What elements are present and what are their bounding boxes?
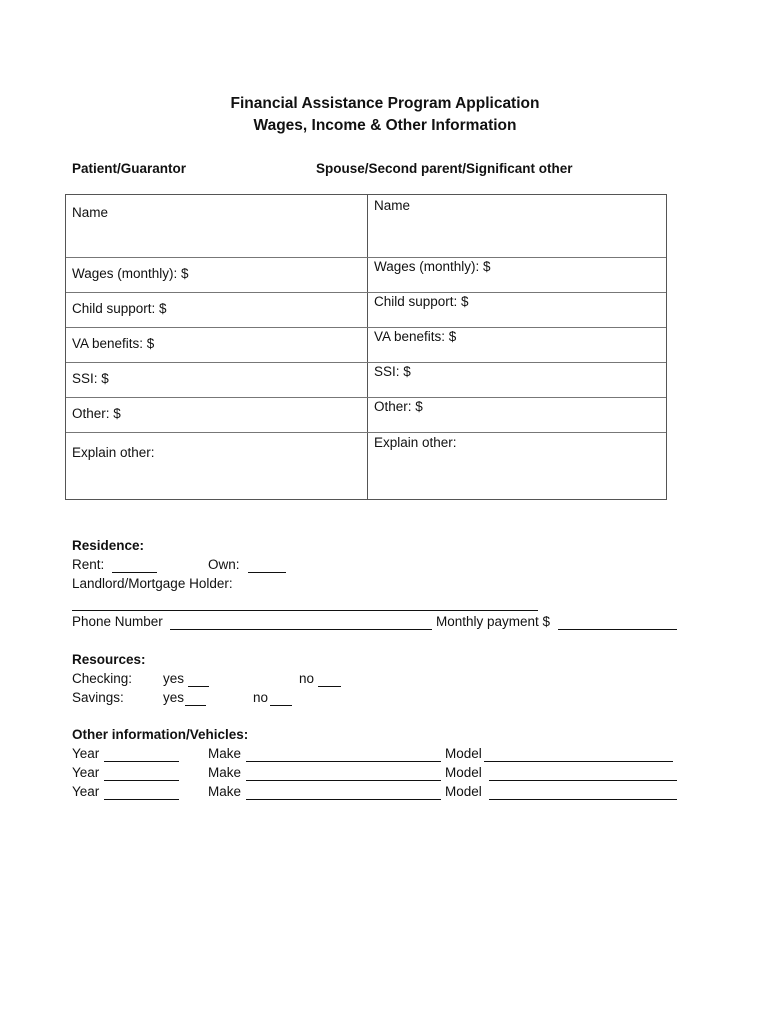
checking-yes-field[interactable] <box>188 686 209 687</box>
model-field[interactable] <box>489 780 677 781</box>
year-field[interactable] <box>104 780 179 781</box>
make-label: Make <box>208 765 242 780</box>
patient-name-field[interactable]: Name <box>72 205 109 220</box>
spouse-name-field[interactable]: Name <box>374 198 411 213</box>
checking-yes-label: yes <box>163 671 185 686</box>
make-field[interactable] <box>246 780 441 781</box>
spouse-ssi-field[interactable]: SSI: $ <box>374 364 411 379</box>
spouse-child-support-field[interactable]: Child support: $ <box>374 294 469 309</box>
model-field[interactable] <box>489 799 677 800</box>
patient-ssi-field[interactable]: SSI: $ <box>72 371 109 386</box>
row-line <box>66 257 666 258</box>
year-field[interactable] <box>104 799 179 800</box>
vehicles-heading: Other information/Vehicles: <box>72 727 249 742</box>
savings-no-field[interactable] <box>270 705 292 706</box>
year-field[interactable] <box>104 761 179 762</box>
make-label: Make <box>208 784 242 799</box>
patient-other-field[interactable]: Other: $ <box>72 406 121 421</box>
patient-wages-field[interactable]: Wages (monthly): $ <box>72 266 189 281</box>
form-title-line1: Financial Assistance Program Application <box>230 95 540 112</box>
model-field[interactable] <box>484 761 673 762</box>
own-label: Own: <box>208 557 240 572</box>
row-line <box>66 362 666 363</box>
phone-number-label: Phone Number <box>72 614 163 629</box>
row-line <box>66 292 666 293</box>
spouse-explain-other-field[interactable]: Explain other: <box>374 435 457 450</box>
make-field[interactable] <box>246 799 441 800</box>
spouse-other-field[interactable]: Other: $ <box>374 399 423 414</box>
landlord-label: Landlord/Mortgage Holder: <box>72 576 233 591</box>
resources-heading: Resources: <box>72 652 146 667</box>
form-title-line2: Wages, Income & Other Information <box>253 117 517 134</box>
spouse-va-benefits-field[interactable]: VA benefits: $ <box>374 329 457 344</box>
own-field[interactable] <box>248 572 286 573</box>
model-label: Model <box>445 746 482 761</box>
make-label: Make <box>208 746 242 761</box>
year-label: Year <box>72 765 100 780</box>
spouse-wages-field[interactable]: Wages (monthly): $ <box>374 259 491 274</box>
checking-no-field[interactable] <box>318 686 341 687</box>
patient-va-benefits-field[interactable]: VA benefits: $ <box>72 336 155 351</box>
model-label: Model <box>445 784 482 799</box>
monthly-payment-field[interactable] <box>558 629 677 630</box>
savings-label: Savings: <box>72 690 124 705</box>
income-table <box>65 194 667 500</box>
savings-yes-field[interactable] <box>185 705 206 706</box>
patient-explain-other-field[interactable]: Explain other: <box>72 445 155 460</box>
column-header-spouse: Spouse/Second parent/Significant other <box>316 161 573 176</box>
phone-number-field[interactable] <box>170 629 432 630</box>
checking-label: Checking: <box>72 671 133 686</box>
landlord-field[interactable] <box>72 610 538 611</box>
table-divider <box>367 195 368 499</box>
residence-heading: Residence: <box>72 538 145 553</box>
year-label: Year <box>72 746 100 761</box>
row-line <box>66 432 666 433</box>
column-header-patient: Patient/Guarantor <box>72 161 187 176</box>
rent-label: Rent: <box>72 557 105 572</box>
checking-no-label: no <box>299 671 315 686</box>
savings-yes-label: yes <box>163 690 185 705</box>
savings-no-label: no <box>253 690 269 705</box>
year-label: Year <box>72 784 100 799</box>
row-line <box>66 327 666 328</box>
model-label: Model <box>445 765 482 780</box>
patient-child-support-field[interactable]: Child support: $ <box>72 301 167 316</box>
monthly-payment-label: Monthly payment $ <box>436 614 551 629</box>
row-line <box>66 397 666 398</box>
rent-field[interactable] <box>112 572 157 573</box>
make-field[interactable] <box>246 761 441 762</box>
